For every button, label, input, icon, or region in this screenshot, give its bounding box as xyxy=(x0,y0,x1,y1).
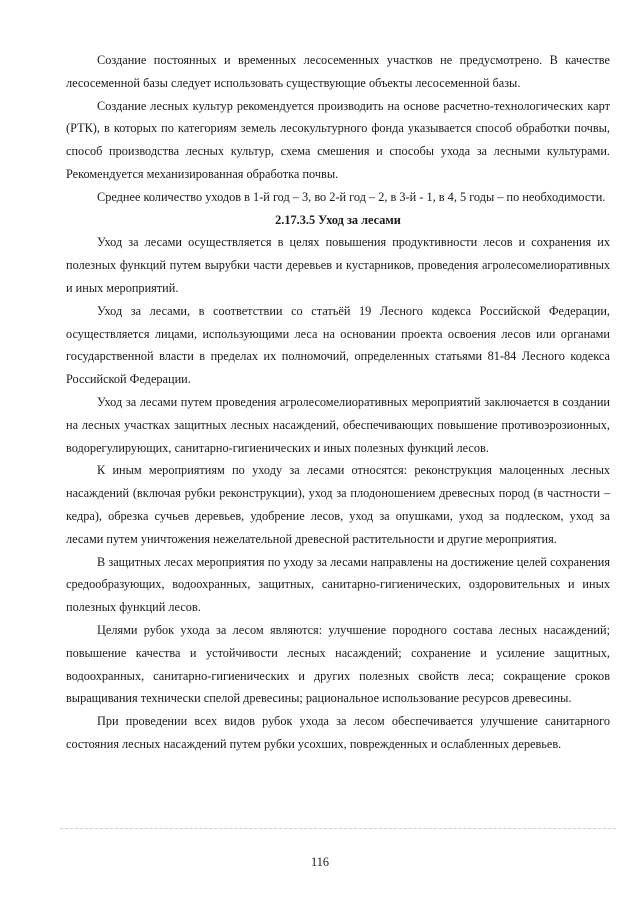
paragraph-protective-forests: В защитных лесах мероприятия по уходу за лесами направлены на достижение целей сохранения средообразующих, водоохранных, защитных, санитарно-гигиенических, оздоровительных и иных полезных функций лесов. xyxy=(66,554,610,615)
paragraph-agro-measures: Уход за лесами путем проведения агролесомелиоративных мероприятий заключается в создании на лесных участках защитных лесных насаждений, обеспечивающих повышение противоэрозионных, водорегулирующих, санитарно-гигиенических и иных полезных функций лесов. xyxy=(66,394,610,455)
paragraph-other-measures: К иным мероприятиям по уходу за лесами относятся: реконструкция малоценных лесных насаждений (включая рубки реконструкции), уход за плодоношением древесных пород (в частности – кедра), обрезка сучьев деревьев, удобрение лесов, уход за опушками, уход за подлеском, уход за лесами путем уничтожения нежелательной древесной растительности и другие мероприятия. xyxy=(66,463,610,546)
page-body xyxy=(66,49,610,756)
scan-artifact-line xyxy=(60,828,616,829)
paragraph-forest-care-purpose: Уход за лесами осуществляется в целях повышения продуктивности лесов и сохранения их полезных функций путем вырубки части деревьев и кустарников, проведения агролесомелиоративных и иных мероприятий. xyxy=(66,235,610,295)
paragraph-care-count: Среднее количество уходов в 1-й год – 3, во 2-й год – 2, в 3-й - 1, в 4, 5 годы – по необходимости. xyxy=(97,189,606,204)
paragraph-seed-base: Создание постоянных и временных лесосеменных участков не предусмотрено. В качестве лесосеменной базы следует использовать существующие объекты лесосеменной базы. xyxy=(66,53,610,90)
page-number: 116 xyxy=(311,855,329,869)
paragraph-thinning-goals: Целями рубок ухода за лесом являются: улучшение породного состава лесных насаждений; повышение качества и устойчивости лесных насаждений; сохранение и усиление защитных, водоохранных, санитарно-гигиенических и других полезных свойств леса; сокращение сроков выращивания технически спелой древесины; рациональное использование ресурсов древесины. xyxy=(66,622,610,706)
section-heading: 2.17.3.5 Уход за лесами xyxy=(275,212,401,227)
paragraph-sanitary-state: При проведении всех видов рубок ухода за лесом обеспечивается улучшение санитарного состояния лесных насаждений путем рубки усохших, поврежденных и ослабленных деревьев. xyxy=(66,714,610,751)
paragraph-forest-cultures: Создание лесных культур рекомендуется производить на основе расчетно-технологических карт (РТК), в которых по категориям земель лесокультурного фонда указывается способ обработки почвы, способ производства лесных культур, схема смешения и способы ухода за лесными культурами. Рекомендуется механизированная обработка почвы. xyxy=(66,98,610,181)
paragraph-forest-care-law: Уход за лесами, в соответствии со статьёй 19 Лесного кодекса Российской Федерации, осуществляется лицами, использующими леса на основании проекта освоения лесов или органами государственной власти в пределах их полномочий, определенных статьями 81-84 Лесного кодекса Российской Федерации. xyxy=(66,303,610,387)
